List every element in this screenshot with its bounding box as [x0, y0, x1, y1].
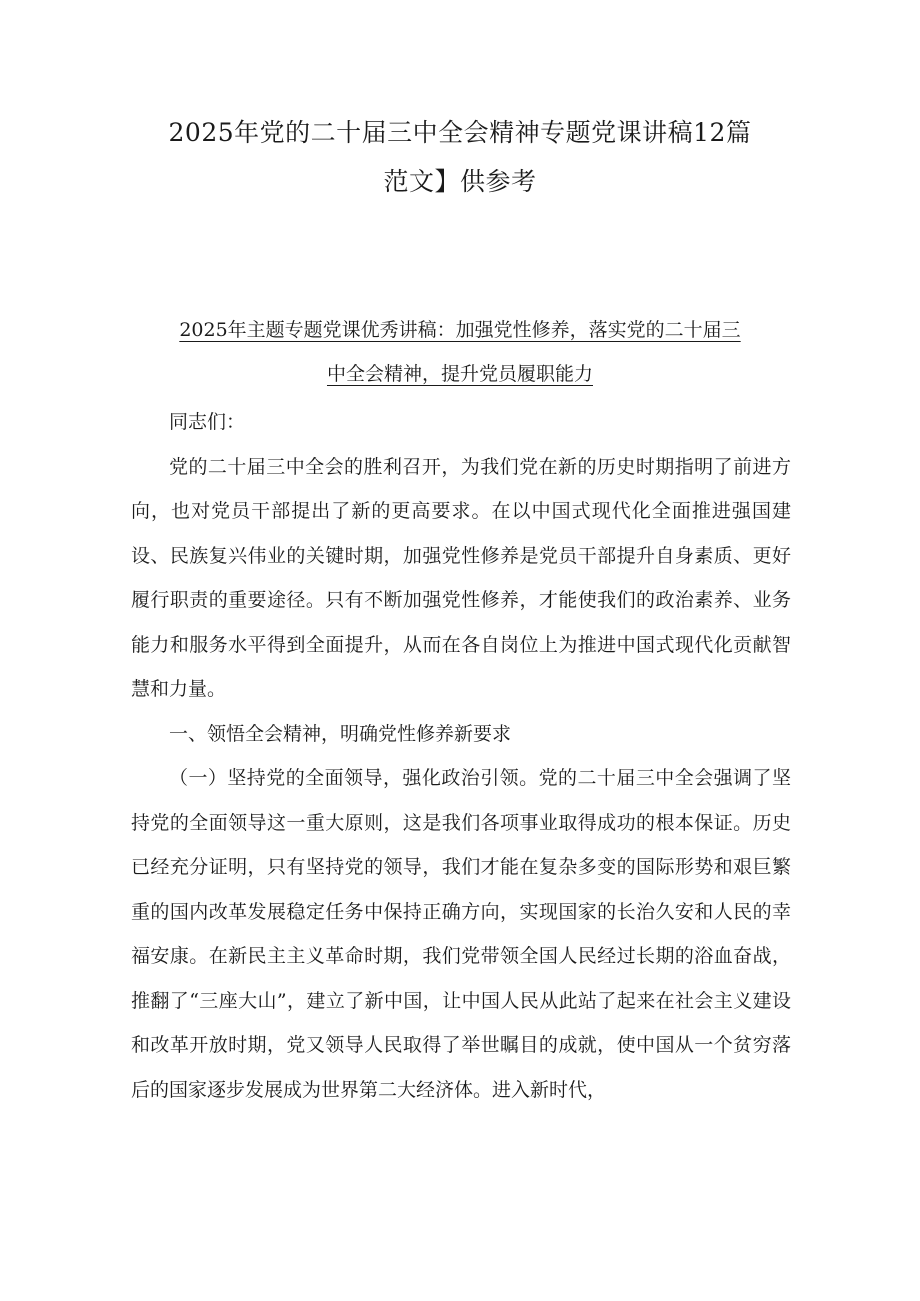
lecture-title-line-2: [120, 352, 800, 396]
lecture-title-line-1-text: 2025年主题专题党课优秀讲稿：加强党性修养，落实党的二十届三: [179, 319, 741, 341]
document-title-line-2: 范文】供参考: [383, 167, 537, 196]
paragraph-intro: 党的二十届三中全会的胜利召开，为我们党在新的历史时期指明了前进方向，也对党员干部提出了新的更高要求。在以中国式现代化全面推进强国建设、民族复兴伟业的关键时期，加强党性修养是党员干部提升自身素质、更好履行职责的重要途径。只有不断加强党性修养，才能使我们的政治素养、业务能力和服务水平得到全面提升，从而在各自岗位上为推进中国式现代化贡献智慧和力量。: [131, 455, 791, 700]
lecture-title-line-1: [120, 308, 800, 352]
document-title: [110, 108, 810, 206]
section-heading-1: 一、领悟全会精神，明确党性修养新要求: [169, 722, 512, 745]
lecture-title: [120, 308, 800, 396]
lecture-title-line-2-text: 中全会精神，提升党员履职能力: [326, 363, 593, 385]
paragraph-section-1-1: （一）坚持党的全面领导，强化政治引领。党的二十届三中全会强调了坚持党的全面领导这一重大原则，这是我们各项事业取得成功的根本保证。历史已经充分证明，只有坚持党的领导，我们才能在复杂多变的国际形势和艰巨繁重的国内改革发展稳定任务中保持正确方向，实现国家的长治久安和人民的幸福安康。在新民主主义革命时期，我们党带领全国人民经过长期的浴血奋战，推翻了“三座大山”，建立了新中国，让中国人民从此站了起来在社会主义建设和改革开放时期，党又领导人民取得了举世瞩目的成就，使中国从一个贫穷落后的国家逐步发展成为世界第二大经济体。进入新时代，: [131, 767, 791, 1101]
document-title-line-1: 2025年党的二十届三中全会精神专题党课讲稿12篇: [168, 118, 752, 147]
document-body: [131, 400, 791, 1112]
salutation: 同志们：: [169, 411, 246, 433]
